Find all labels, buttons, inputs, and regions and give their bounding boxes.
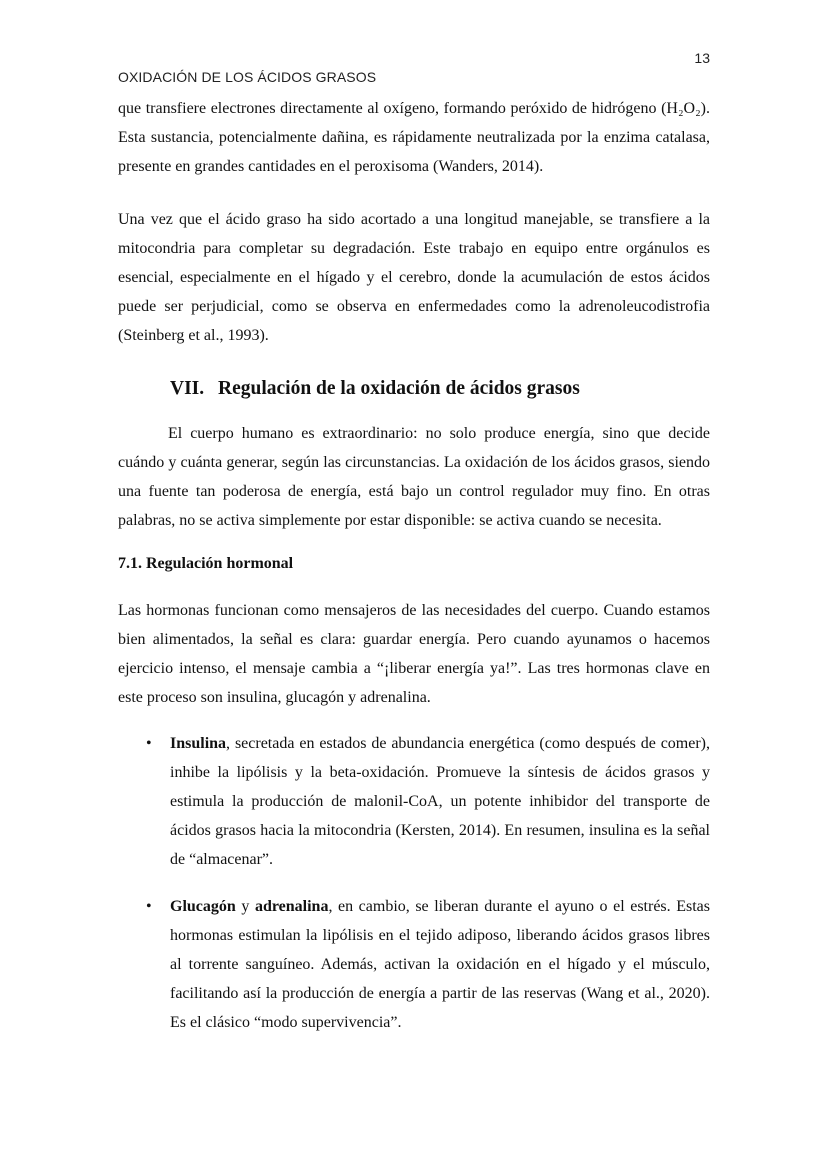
section-heading <box>170 374 710 404</box>
list-item-glucagon-adrenalina <box>118 892 710 1037</box>
list-item-text: , secretada en estados de abundancia energética (como después de comer), inhibe la lipólisis y la beta-oxidación. Promueve la síntesis de ácidos grasos y estimula la producción de malonil-CoA, un potente inhibidor del transporte de ácidos grasos hacia la mitocondria (Kersten, 2014). En resumen, insulina es la señal de “almacenar”. <box>170 735 710 868</box>
page-number: 13 <box>694 50 710 66</box>
list-item-insulina <box>118 729 710 874</box>
paragraph-mitochondria-transfer: Una vez que el ácido graso ha sido acortado a una longitud manejable, se transfiere a la mitocondria para completar su degradación. Este trabajo en equipo entre orgánulos es esencial, especialmente en el hígado y el cerebro, donde la acumulación de estos ácidos puede ser perjudicial, como se observa en enfermedades como la adrenoleucodistrofia (Steinberg et al., 1993). <box>118 211 710 344</box>
paragraph-section-intro: El cuerpo humano es extraordinario: no solo produce energía, sino que decide cuándo y cuánta generar, según las circunstancias. La oxidación de los ácidos grasos, siendo una fuente tan poderosa de energía, está bajo un control regulador muy fino. En otras palabras, no se activa simplemente por estar disponible: se activa cuando se necesita. <box>118 425 710 529</box>
term-glucagon: Glucagón <box>170 898 236 915</box>
paragraph-hormones-intro: Las hormonas funcionan como mensajeros de las necesidades del cuerpo. Cuando estamos bien alimentados, la señal es clara: guardar energía. Pero cuando ayunamos o hacemos ejercicio intenso, el mensaje cambia a “¡liberar energía ya!”. Las tres hormonas clave en este proceso son insulina, glucagón y adrenalina. <box>118 602 710 706</box>
running-header: OXIDACIÓN DE LOS ÁCIDOS GRASOS <box>118 69 377 85</box>
bullet-icon: • <box>146 735 152 752</box>
document-body <box>118 94 710 1037</box>
section-number: VII. <box>170 378 205 399</box>
subsection-heading: 7.1. Regulación hormonal <box>118 555 294 572</box>
term-insulina: Insulina <box>170 735 227 752</box>
list-item-connector: y <box>235 898 255 915</box>
section-title: Regulación de la oxidación de ácidos grasos <box>218 378 580 399</box>
bullet-icon: • <box>146 898 152 915</box>
hormone-list <box>118 729 710 1037</box>
paragraph-peroxisome-continuation: que transfiere electrones directamente al oxígeno, formando peróxido de hidrógeno (H₂O₂). Esta sustancia, potencialmente dañina, es rápidamente neutralizada por la enzima catalasa, presente en grandes cantidades en el peroxisoma (Wanders, 2014). <box>118 100 710 175</box>
term-adrenalina: adrenalina <box>254 898 329 915</box>
list-item-text: , en cambio, se liberan durante el ayuno o el estrés. Estas hormonas estimulan la lipólisis en el tejido adiposo, liberando ácidos grasos libres al torrente sanguíneo. Además, activan la oxidación en el hígado y el músculo, facilitando así la producción de energía a partir de las reservas (Wang et al., 2020). Es el clásico “modo supervivencia”. <box>170 898 710 1031</box>
